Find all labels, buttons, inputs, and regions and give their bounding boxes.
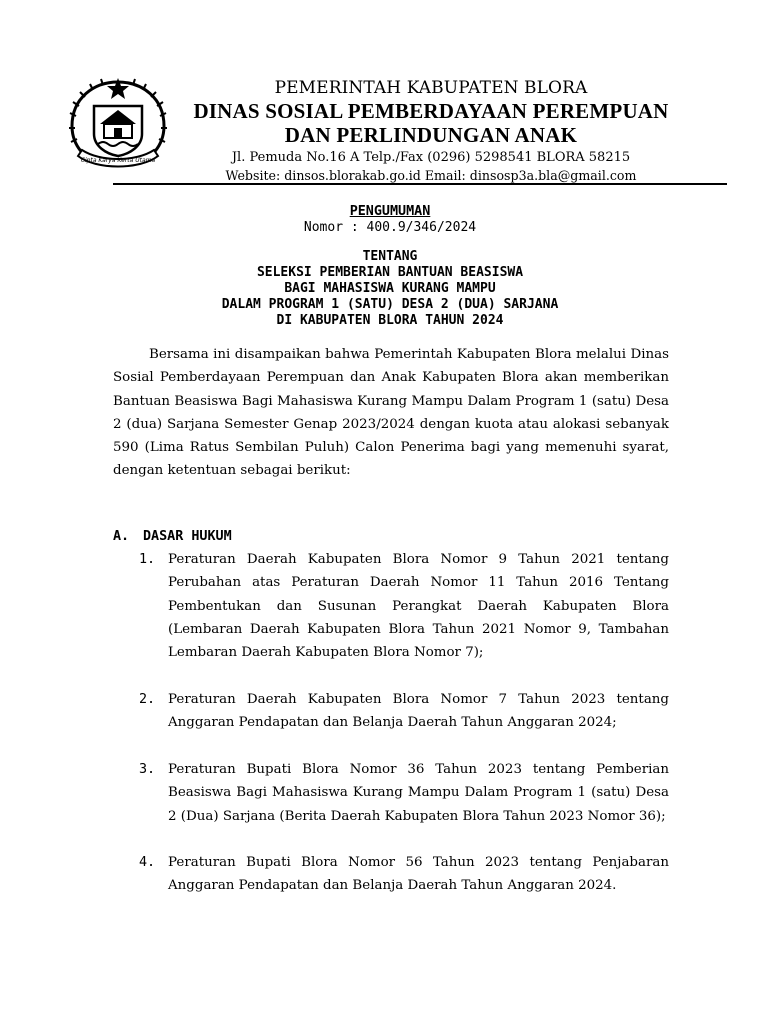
item-number: 1. [139,552,156,567]
legal-basis-item [139,548,669,664]
legal-basis-item [139,758,669,828]
item-text: Peraturan Bupati Blora Nomor 56 Tahun 2023 tentang Penjabaran Anggaran Pendapatan dan Belanja Daerah Tahun Anggaran 2024. [168,855,669,894]
subject-line: DALAM PROGRAM 1 (SATU) DESA 2 (DUA) SARJANA [221,297,559,312]
announcement-subject [110,249,670,329]
svg-text:Cipta Karya Kerta Utama: Cipta Karya Kerta Utama [80,157,156,164]
item-text: Peraturan Daerah Kabupaten Blora Nomor 9 Tahun 2021 tentang Perubahan atas Peraturan Daerah Nomor 11 Tahun 2016 Tentang Pembentukan dan Susunan Perangkat Daerah Kabupaten Blora (Lembaran Daerah Kabupaten Blora Tahun 2021 Nomor 9, Tambahan Lembaran Daerah Kabupaten Blora Nomor 7); [168,552,669,661]
legal-basis-item [139,851,669,898]
subject-line: DI KABUPATEN BLORA TAHUN 2024 [276,313,504,328]
office-name-line-2: DAN PERLINDUNGAN ANAK [284,123,578,147]
legal-basis-item [139,688,669,735]
intro-paragraph: Bersama ini disampaikan bahwa Pemerintah Kabupaten Blora melalui Dinas Sosial Pemberdayaan Perempuan dan Anak Kabupaten Blora akan memberikan Bantuan Beasiswa Bagi Mahasiswa Kurang Mampu Dalam Program 1 (satu) Desa 2 (dua) Sarjana Semester Genap 2023/2024 dengan kuota atau alokasi sebanyak 590 (Lima Ratus Sembilan Puluh) Calon Penerima bagi yang memenuhi syarat, dengan ketentuan sebagai berikut: [113,347,669,479]
announcement-number: Nomor : 400.9/346/2024 [303,220,477,235]
subject-line: SELEKSI PEMBERIAN BANTUAN BEASISWA [256,265,524,280]
subject-line: BAGI MAHASISWA KURANG MAMPU [284,281,496,296]
item-text: Peraturan Bupati Blora Nomor 36 Tahun 2023 tentang Pemberian Beasiswa Bagi Mahasiswa Kurang Mampu Dalam Program 1 (satu) Desa 2 (Dua) Sarjana (Berita Daerah Kabupaten Blora Tahun 2023 Nomor 36); [168,762,669,824]
announcement-heading: PENGUMUMAN [349,204,431,219]
kabupaten-blora-emblem-icon [66,76,170,170]
letterhead [176,78,686,185]
letterhead-divider [113,183,727,185]
subject-line: TENTANG [362,249,418,264]
item-number: 3. [139,762,156,777]
office-name-line-1: DINAS SOSIAL PEMBERDAYAAN PEREMPUAN [193,99,669,123]
section-letter: A. [113,529,130,544]
item-number: 2. [139,692,156,707]
office-address: Jl. Pemuda No.16 A Telp./Fax (0296) 5298541 BLORA 58215 [231,150,631,165]
announcement-title-block [110,204,670,329]
government-name: PEMERINTAH KABUPATEN BLORA [274,78,588,98]
office-website-email: Website: dinsos.blorakab.go.id Email: dinsosp3a.bla@gmail.com [225,168,637,183]
section-title: DASAR HUKUM [143,529,232,544]
item-text: Peraturan Daerah Kabupaten Blora Nomor 7 Tahun 2023 tentang Anggaran Pendapatan dan Belanja Daerah Tahun Anggaran 2024; [168,692,669,731]
section-heading-dasar-hukum [113,529,232,545]
item-number: 4. [139,855,156,870]
